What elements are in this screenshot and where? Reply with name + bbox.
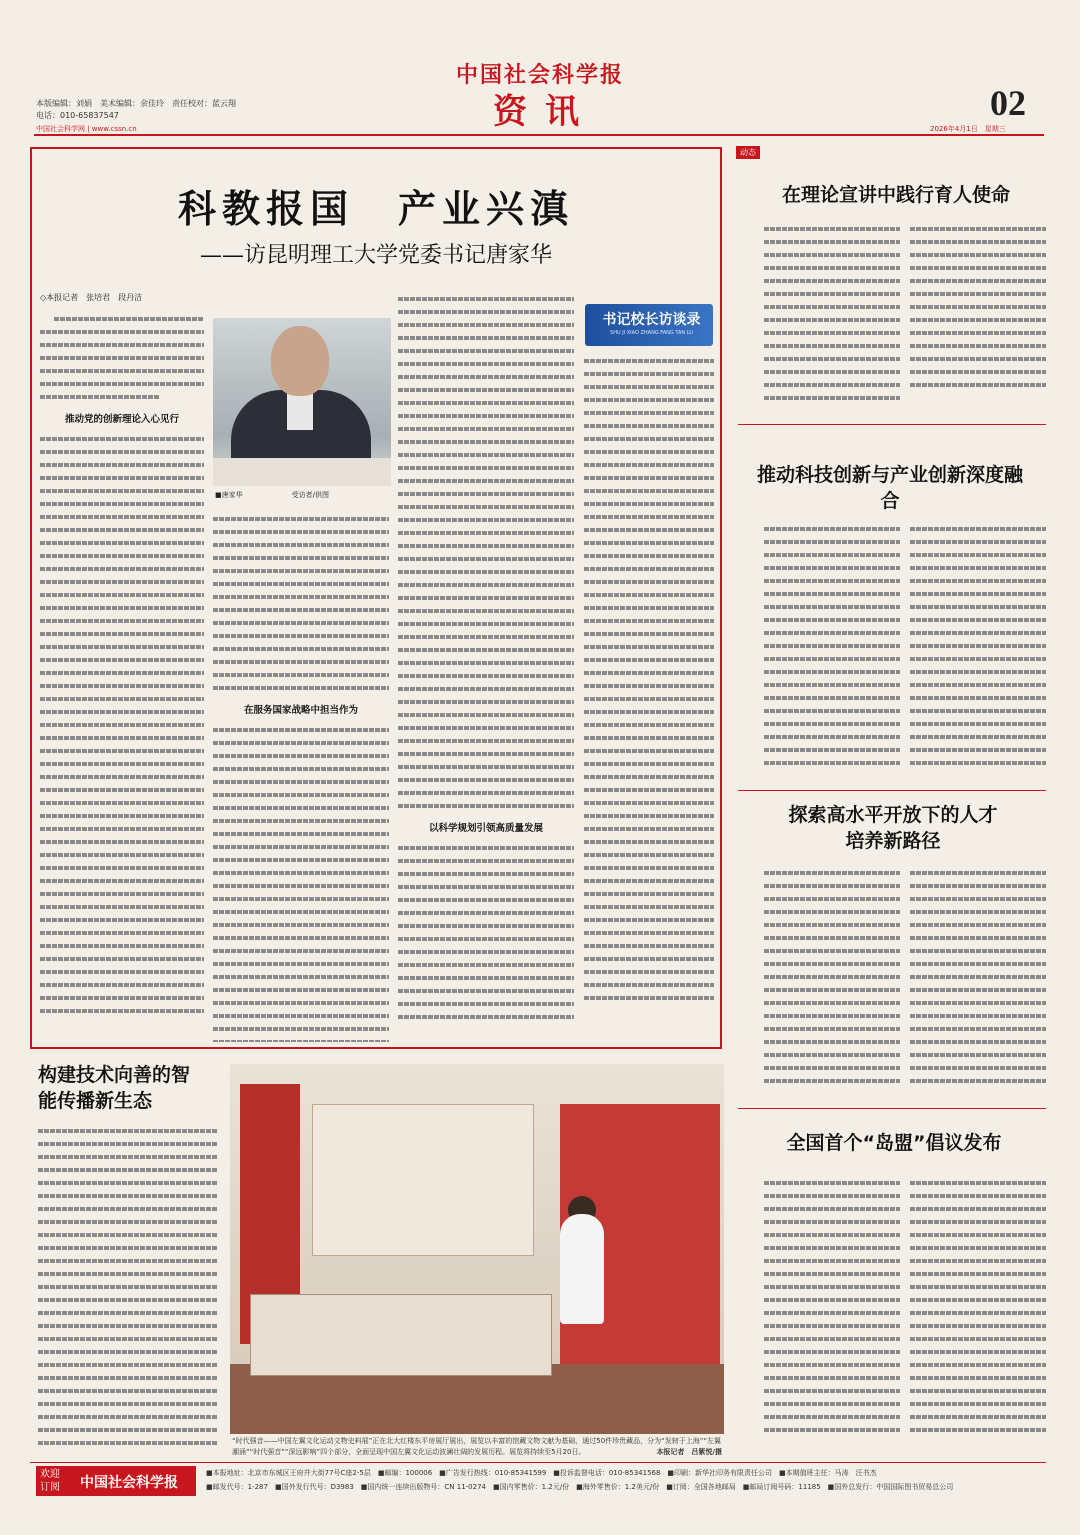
footer-info	[206, 1466, 1046, 1494]
portrait-shirt	[287, 390, 313, 430]
section-head-3: 以科学规划引领高质量发展	[428, 823, 543, 834]
exhibition-caption	[232, 1436, 722, 1458]
article-body-3	[764, 866, 1046, 1096]
photo-visitor	[560, 1214, 604, 1324]
feature-col-3	[398, 292, 574, 1042]
footer-subscribe: 欢迎订阅	[40, 1469, 60, 1493]
article-title-1: 在理论宣讲中践行育人使命	[781, 184, 1010, 206]
badge-pinyin: SHU JI XIAO ZHANG FANG TAN LU	[610, 330, 693, 336]
footer-info-line-2: ■邮发代号：1-287 ■国外发行代号：D3983 ■国内统一连续出版物号：CN 11-0274 ■国内零售价：1.2元/份 ■海外零售价：1.2美元/份 ■订阅：全国各地邮局 ■邮局订阅号码：11185 ■国外总发行：中国国际图书贸易总公司	[206, 1483, 954, 1491]
feature-col-4	[584, 354, 714, 1042]
article-divider	[738, 790, 1046, 791]
feature-subhead: ——访昆明理工大学党委书记唐家华	[200, 243, 553, 268]
feature-col-2	[213, 512, 389, 1042]
portrait-face	[271, 326, 329, 396]
article-divider	[738, 424, 1046, 425]
photo-display-case	[250, 1294, 552, 1376]
editors-line	[36, 98, 236, 122]
article-title-2: 推动科技创新与产业创新深度融合	[756, 464, 1023, 512]
feature-col-1	[40, 312, 204, 1042]
badge-title: 书记校长访谈录	[602, 312, 701, 328]
article-title-3: 探索高水平开放下的人才培养新路径	[788, 804, 998, 852]
footer-paper-name: 中国社会科学报	[80, 1475, 178, 1491]
article-body-5	[38, 1124, 218, 1454]
portrait-desk	[213, 458, 391, 486]
portrait-caption: ■唐家华 受访者/供图	[215, 491, 329, 499]
section-title: 资讯	[493, 92, 597, 132]
section-head-1: 推动党的创新理论入心见行	[64, 414, 179, 425]
article-divider	[738, 1108, 1046, 1109]
editors-text: 本版编辑：刘娟 美术编辑：余佳玲 责任校对：蓝云翔	[36, 99, 236, 108]
site-url[interactable]: 中国社会科学网 | www.cssn.cn	[36, 125, 137, 133]
exhibition-photo	[230, 1064, 724, 1434]
paper-name: 中国社会科学报	[455, 62, 624, 88]
photo-exhibit-board	[312, 1104, 534, 1256]
portrait-photo	[213, 318, 391, 486]
section-head-2: 在服务国家战略中担当作为	[243, 705, 358, 716]
article-body-1	[764, 222, 1046, 408]
article-body-2	[764, 522, 1046, 784]
feature-headline: 科教报国 产业兴滇	[177, 187, 574, 231]
masthead-rule	[34, 134, 1044, 136]
article-body-4	[764, 1176, 1046, 1446]
footer-info-line-1: ■本报地址：北京市东城区王府井大街77号C座2-5层 ■邮编：100006 ■广告发行热线：010-85341599 ■投诉监督电话：010-85341568 ■印刷：新华社印务有限责任公司 ■本期值班主任：马涛 汪书杰	[206, 1469, 877, 1477]
news-tag: 动态	[736, 146, 760, 159]
feature-byline: ◇本报记者 张培君 段丹洁	[40, 293, 143, 302]
editors-phone: 电话：010-65837547	[36, 111, 119, 120]
issue-date: 2026年4月1日 星期三	[930, 125, 1006, 133]
caption-credit: 本报记者 吕紫悦/摄	[656, 1448, 722, 1456]
page-number: 02	[990, 83, 1026, 123]
caption-text: “时代强音——中国左翼文化运动文物史料展”正在北大红楼东平房展厅展出，展览以丰富的馆藏文物文献为基础，通过50件珍贵藏品，分为“发轫于上海”“左翼潮涌”“时代强音”“深远影响”四个部分，全面呈现中国左翼文化运动波澜壮阔的发展历程。展览将持续至5月20日。	[232, 1437, 722, 1456]
article-title-5: 构建技术向善的智能传播新生态	[38, 1064, 191, 1112]
article-title-4: 全国首个“岛盟”倡议发布	[786, 1132, 1002, 1154]
